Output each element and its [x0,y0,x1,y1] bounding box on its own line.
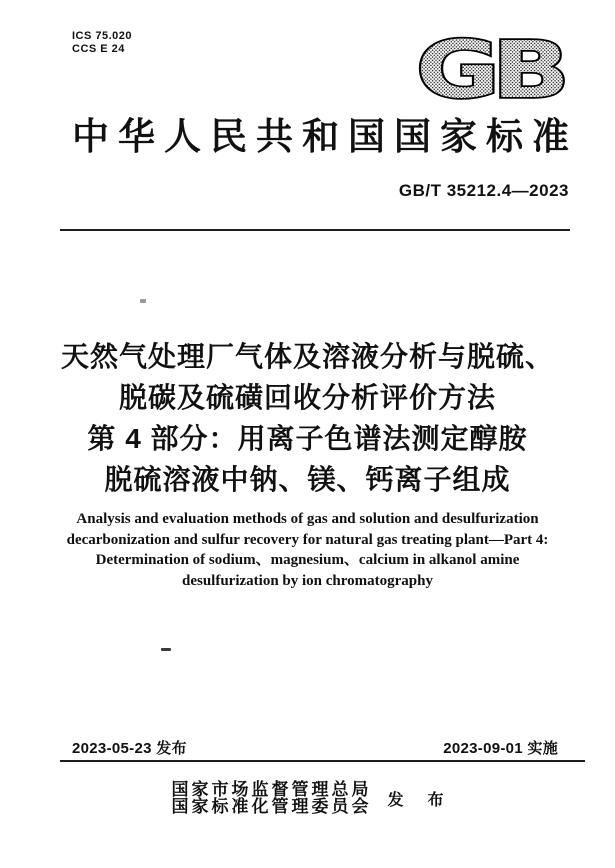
chinese-title-line-3: 第 4 部分：用离子色谱法测定醇胺 [87,423,528,454]
chinese-title-line-1: 天然气处理厂气体及溶液分析与脱硫、 [60,341,554,372]
scan-artifact [161,648,171,651]
publisher-block [0,781,615,815]
national-standard-header: 中华人民共和国国家标准 [72,117,578,158]
dates-row [72,737,558,758]
english-title-line-1: Analysis and evaluation methods of gas and solution and desulfurization [76,511,539,527]
publish-label: 发 布 [387,791,454,809]
footer-divider [60,760,585,762]
chinese-title-line-4: 脱硫溶液中钠、镁、钙离子组成 [104,464,511,495]
gb-logo-icon [413,34,565,104]
english-title-line-2: decarbonization and sulfur recovery for natural gas treating plant—Part 4: [66,531,549,548]
english-title [0,509,615,591]
ccs-code: CCS E 24 [72,43,125,55]
scan-artifact [140,299,146,303]
publisher-names [171,781,371,815]
header-divider [60,229,570,231]
chinese-title-line-2: 脱碳及硫磺回收分析评价方法 [118,382,496,413]
publisher-name-2: 国家标准化管理委员会 [171,797,372,816]
english-title-line-3: Determination of sodium、magnesium、calcium in alkanol amine [95,552,520,568]
chinese-title [0,336,615,500]
implement-date: 2023-09-01 实施 [443,740,558,757]
svg-text:GB: GB [416,34,563,104]
ics-code: ICS 75.020 [72,30,133,42]
publisher-name-1: 国家市场监督管理总局 [171,780,372,799]
standard-number: GB/T 35212.4—2023 [398,181,569,200]
issue-date: 2023-05-23 发布 [72,740,187,757]
classification-codes [72,30,132,56]
english-title-line-4: desulfurization by ion chromatography [182,572,433,589]
